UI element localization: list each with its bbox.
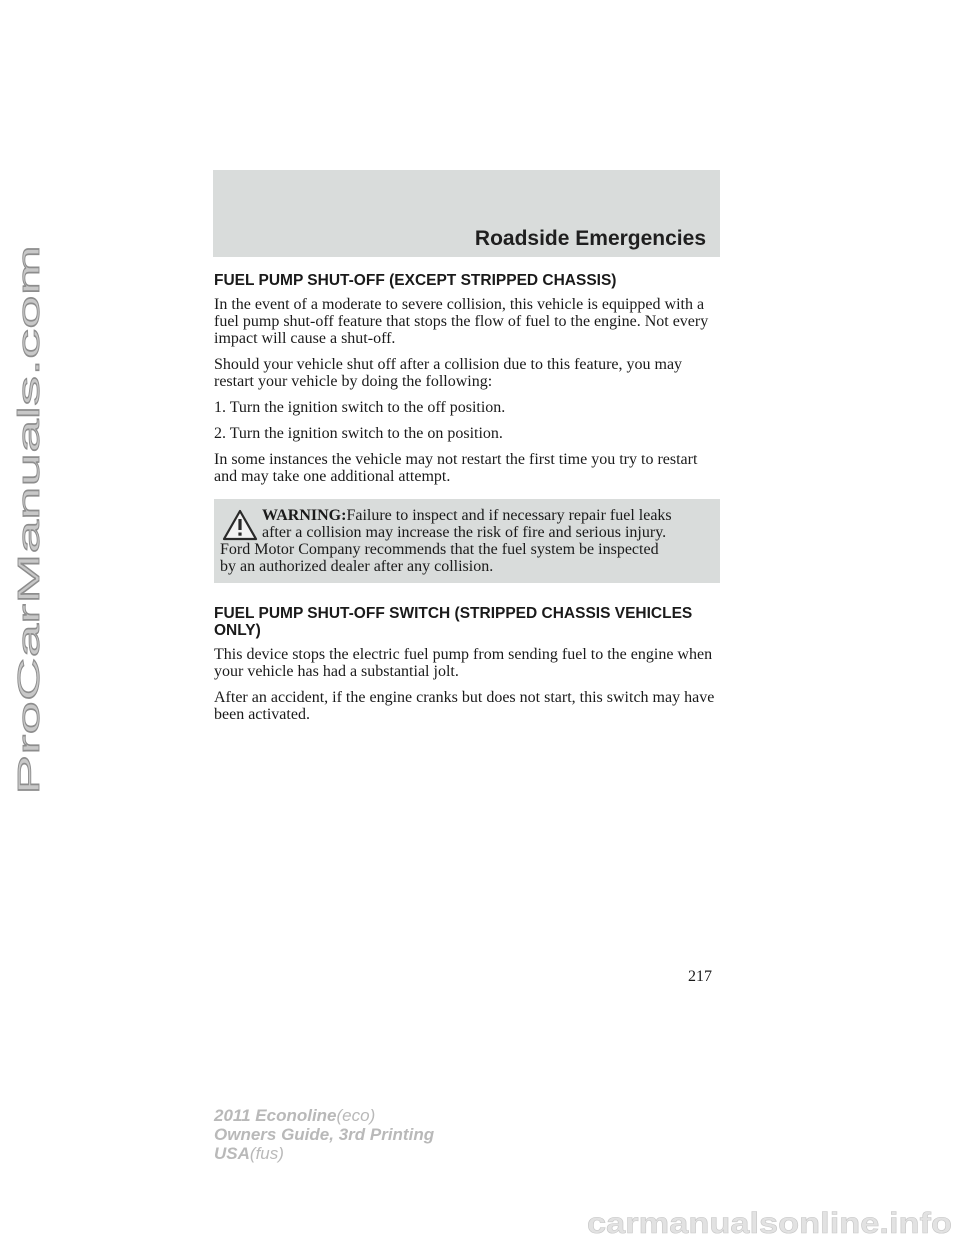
document-footer — [214, 1106, 434, 1163]
warning-line: Ford Motor Company recommends that the fuel system be inspected — [220, 541, 659, 558]
warning-line: after a collision may increase the risk of fire and serious injury. — [262, 524, 667, 541]
watermark — [6, 240, 50, 800]
site-watermark-text: carmanualsonline.info — [587, 1207, 952, 1240]
section-title: Roadside Emergencies — [474, 227, 706, 250]
footer-region-code: (fus) — [249, 1144, 284, 1163]
warning-text: Failure to inspect and if necessary repair fuel leaks — [346, 507, 672, 524]
step-1: 1. Turn the ignition switch to the off position. — [214, 399, 506, 416]
site-watermark — [585, 1200, 955, 1240]
paragraph: Should your vehicle shut off after a collision due to this feature, you may restart your vehicle by doing the following: — [214, 356, 683, 390]
step-2: 2. Turn the ignition switch to the on position. — [214, 425, 503, 442]
paragraph: After an accident, if the engine cranks but does not start, this switch may have been activated. — [214, 689, 715, 723]
warning-label: WARNING: — [262, 507, 347, 524]
section-header-band — [213, 170, 720, 257]
page-number: 217 — [688, 968, 712, 985]
footer-guide: Owners Guide, 3rd Printing — [214, 1125, 435, 1144]
warning-line — [220, 507, 710, 524]
warning-triangle-icon — [222, 509, 258, 541]
watermark-text: ProCarManuals.com — [11, 512, 46, 795]
footer-model-code: (eco) — [336, 1106, 376, 1125]
paragraph: In the event of a moderate to severe collision, this vehicle is equipped with a fuel pump shut-off feature that stops the flow of fuel to the engine. Not every impact will cause a shut-off. — [214, 296, 709, 347]
warning-line: by an authorized dealer after any collision. — [220, 558, 494, 575]
site-watermark-graphic — [585, 1200, 955, 1240]
paragraph: In some instances the vehicle may not restart the first time you try to restart and may take one additional attempt. — [214, 451, 698, 485]
footer-region: USA — [214, 1144, 250, 1163]
footer-region-line — [214, 1144, 434, 1163]
warning-box — [214, 499, 720, 583]
page-content — [214, 258, 720, 732]
footer-model-line — [214, 1106, 434, 1125]
section-heading-fuel-pump-switch: FUEL PUMP SHUT-OFF SWITCH (STRIPPED CHASSIS VEHICLES ONLY) — [214, 605, 693, 639]
section-heading-fuel-pump-shutoff: FUEL PUMP SHUT-OFF (EXCEPT STRIPPED CHASSIS) — [214, 272, 617, 289]
watermark-graphic — [6, 240, 50, 800]
footer-model: 2011 Econoline — [214, 1106, 337, 1125]
paragraph: This device stops the electric fuel pump from sending fuel to the engine when your vehicle has had a substantial jolt. — [214, 646, 713, 680]
